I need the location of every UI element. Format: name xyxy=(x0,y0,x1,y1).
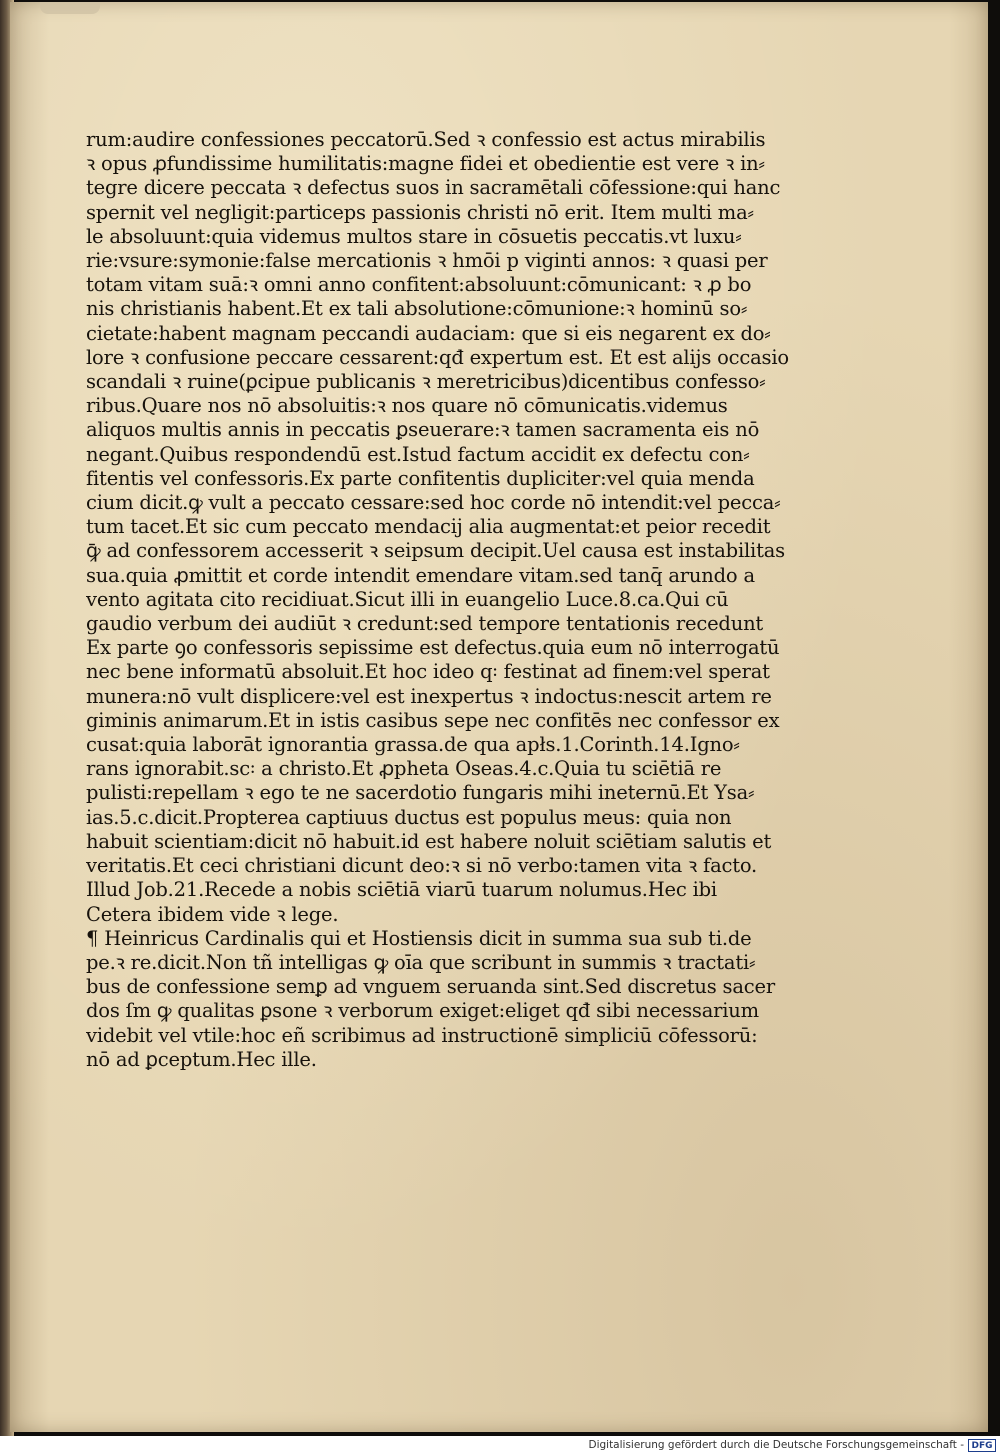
page-stain xyxy=(40,2,100,14)
text-line-39: nō ad ꝑceptum.Hec ille. xyxy=(86,1047,317,1071)
text-line-20: vento agitata cito recidiuat.Sicut illi in euangelio Luce.8.ca.Qui cū xyxy=(86,587,729,611)
text-line-8: nis christianis habent.Et ex tali absolutione:cōmunione:ꝛ hominū so⸗ xyxy=(86,297,748,321)
text-line-26: cusat:quia laborāt ignorantia grassa.de qua apłs.1.Corinth.14.Igno⸗ xyxy=(86,733,740,757)
text-line-21: gaudio verbum dei audiūt ꝛ credunt:sed tempore tentationis recedunt xyxy=(86,612,764,636)
text-line-36: bus de confessione semꝑ ad vnguem seruanda sint.Sed discretus sacer xyxy=(86,975,775,999)
text-line-19: sua.quia ꝓmittit et corde intendit emendare vitam.sed tanq̄ arundo a xyxy=(86,563,755,587)
text-line-32: Illud Job.21.Recede a nobis sciētiā viarū tuarum nolumus.Hec ibi xyxy=(86,878,717,902)
text-line-30: habuit scientiam:dicit nō habuit.id est habere noluit sciētiam salutis et xyxy=(86,829,772,853)
text-line-27: rans ignorabit.sc꞉ a christo.Et ꝓpheta Oseas.4.c.Quia tu sciētiā re xyxy=(86,757,722,781)
text-line-4: spernit vel negligit:particeps passionis christi nō erit. Item multi ma⸗ xyxy=(86,200,754,224)
text-block xyxy=(86,128,808,1072)
text-line-3: tegre dicere peccata ꝛ defectus suos in sacramētali cōfessione:qui hanc xyxy=(86,176,781,200)
text-line-17: tum tacet.Et sic cum peccato mendacij alia augmentat:et peior recedit xyxy=(86,515,771,539)
text-line-15: fitentis vel confessoris.Ex parte confitentis dupliciter:vel quia menda xyxy=(86,466,755,490)
text-line-10: lore ꝛ confusione peccare cessarent:qđ expertum est. Et est alijs occasio xyxy=(86,345,789,369)
text-line-33: Cetera ibidem vide ꝛ lege. xyxy=(86,902,339,926)
text-line-7: totam vitam suā:ꝛ omni anno confitent:absoluunt:cōmunicant: ꝛ ꝓ bo xyxy=(86,273,752,297)
text-line-29: ias.5.c.dicit.Propterea captiuus ductus est populus meus: quia non xyxy=(86,805,732,829)
dfg-logo-icon: DFG xyxy=(968,1439,996,1452)
text-line-38: videbit vel vtile:hoc eñ scribimus ad instructionē simpliciū cōfessorū: xyxy=(86,1023,758,1047)
text-line-31: veritatis.Et ceci christiani dicunt deo:ꝛ si nō verbo:tamen vita ꝛ facto. xyxy=(86,854,758,878)
text-line-23: nec bene informatū absoluit.Et hoc ideo q꞉ festinat ad finem:vel sperat xyxy=(86,660,770,684)
text-line-14: negant.Quibus respondendū est.Istud factum accidit ex defectu con⸗ xyxy=(86,442,750,466)
text-line-22: Ex parte ꝯo confessoris sepissime est defectus.quia eum nō interrogatū xyxy=(86,636,780,660)
text-line-37: dos ſm ꝙ qualitas ꝑsone ꝛ verborum exiget:eliget qđ sibi necessarium xyxy=(86,999,759,1023)
text-line-28: pulisti:repellam ꝛ ego te ne sacerdotio fungaris mihi ineternū.Et Ysa⸗ xyxy=(86,781,755,805)
footer-bar xyxy=(0,1436,1000,1456)
text-line-24: munera:nō vult displicere:vel est inexpertus ꝛ indoctus:nescit artem re xyxy=(86,684,772,708)
text-line-18: ꝙ̄ ad confessorem accesserit ꝛ seipsum decipit.Uel causa est instabilitas xyxy=(86,539,785,563)
text-line-35: pe.ꝛ re.dicit.Non tñ intelligas ꝙ oīa que scribunt in summis ꝛ tractati⸗ xyxy=(86,950,756,974)
text-line-6: rie:vsure:symonie:false mercationis ꝛ hmōi p viginti annos: ꝛ quasi per xyxy=(86,249,768,273)
text-line-25: giminis animarum.Et in istis casibus sepe nec confitēs nec confessor ex xyxy=(86,708,780,732)
dfg-credit-text: Digitalisierung gefördert durch die Deutsche Forschungsgemeinschaft - xyxy=(588,1439,964,1451)
text-line-5: le absoluunt:quia videmus multos stare in cōsuetis peccatis.vt luxu⸗ xyxy=(86,224,742,248)
text-line-12: ribus.Quare nos nō absoluitis:ꝛ nos quare nō cōmunicatis.videmus xyxy=(86,394,728,418)
text-line-16: cium dicit.ꝙ vult a peccato cessare:sed hoc corde nō intendit:vel pecca⸗ xyxy=(86,491,781,515)
text-line-1: rum:audire confessiones peccatorū.Sed ꝛ confessio est actus mirabilis xyxy=(86,128,766,151)
text-line-9: cietate:habent magnam peccandi audaciam: que si eis negarent ex do⸗ xyxy=(86,321,771,345)
text-line-34: ¶ Heinricus Cardinalis qui et Hostiensis dicit in summa sua sub ti.de xyxy=(86,926,752,950)
text-line-2: ꝛ opus ꝓfundissime humilitatis:magne fidei et obedientie est vere ꝛ in⸗ xyxy=(86,152,765,176)
book-page xyxy=(10,2,988,1432)
text-line-11: scandali ꝛ ruine(ꝑcipue publicanis ꝛ meretricibus)dicentibus confesso⸗ xyxy=(86,370,766,394)
text-line-13: aliquos multis annis in peccatis ꝑseuerare:ꝛ tamen sacramenta eis nō xyxy=(86,418,760,442)
